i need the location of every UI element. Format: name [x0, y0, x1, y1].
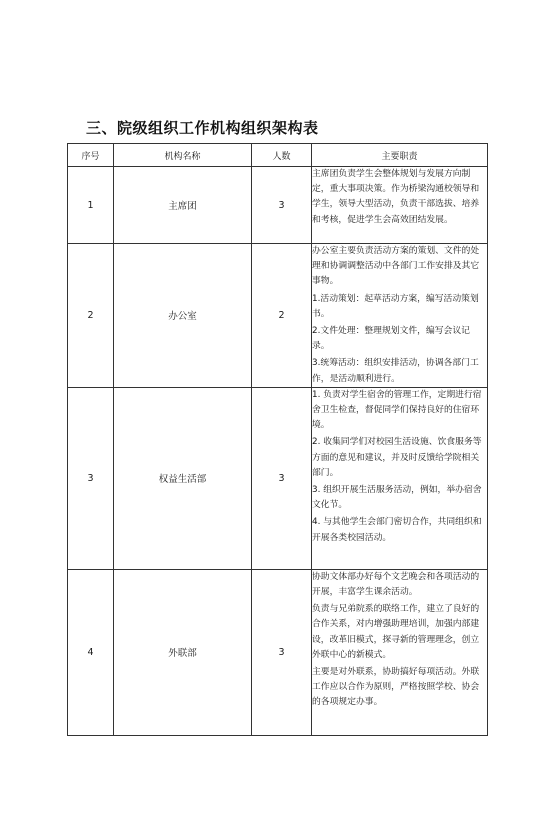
duty-paragraph: 负责与兄弟院系的联络工作，建立了良好的合作关系，对内增强助理培训，加强内部建设，改革旧模式，探寻新的管理理念，创立外联中心的新模式。: [312, 604, 480, 660]
row-duties: [312, 167, 488, 244]
row-index: 3: [68, 387, 114, 569]
row-duties: [312, 569, 488, 735]
row-count: 2: [252, 244, 312, 388]
duty-paragraph: 2. 收集同学们对校园生活设施、饮食服务等方面的意见和建议，并及时反馈给学院相关部门。: [312, 437, 482, 478]
row-count: 3: [252, 387, 312, 569]
organization-table: [67, 143, 488, 736]
row-duties: [312, 387, 488, 569]
duty-paragraph: 4. 与其他学生会部门密切合作，共同组织和开展各类校园活动。: [312, 517, 482, 543]
row-duties: [312, 244, 488, 388]
table-row: [68, 167, 488, 244]
duty-paragraph: 主要是对外联系，协助搞好每项活动。外联工作应以合作为原则，严格按照学校、协会的各项规定办事。: [312, 667, 480, 708]
table-row: [68, 569, 488, 735]
section-title: 三、院级组织工作机构组织架构表: [86, 119, 319, 137]
header-duties: 主要职责: [312, 144, 488, 167]
header-name: 机构名称: [114, 144, 252, 167]
row-count: 3: [252, 569, 312, 735]
row-name: 权益生活部: [114, 387, 252, 569]
duty-paragraph: 办公室主要负责活动方案的策划、文件的处理和协调调整活动中各部门工作安排及其它事物。: [312, 246, 480, 287]
duty-paragraph: 1. 负责对学生宿舍的管理工作，定期进行宿舍卫生检查，督促同学们保持良好的住宿环境。: [312, 389, 482, 431]
header-count: 人数: [252, 144, 312, 167]
row-count: 3: [252, 167, 312, 244]
row-name: 办公室: [114, 244, 252, 388]
row-index: 2: [68, 244, 114, 388]
table-row: [68, 387, 488, 569]
duty-paragraph: 2.文件处理：整理规划文件，编写会议记录。: [312, 326, 470, 352]
row-name: 主席团: [114, 167, 252, 244]
duty-paragraph: 1.活动策划：起草活动方案，编写活动策划书。: [312, 293, 479, 319]
duty-paragraph: 3.统筹活动：组织安排活动，协调各部门工作，是活动顺利进行。: [312, 358, 479, 384]
table-header-row: [68, 144, 488, 167]
duty-paragraph: 主席团负责学生会整体规划与发展方向制定，重大事项决策。作为桥梁沟通校领导和学生，领导大型活动，负责干部选拔、培养和考核，促进学生会高效团结发展。: [312, 169, 480, 225]
duty-paragraph: 3. 组织开展生活服务活动，例如，举办宿舍文化节。: [312, 485, 482, 511]
row-index: 4: [68, 569, 114, 735]
table-row: [68, 244, 488, 388]
row-index: 1: [68, 167, 114, 244]
header-index: 序号: [68, 144, 114, 167]
row-name: 外联部: [114, 569, 252, 735]
duty-paragraph: 协助文体部办好每个文艺晚会和各项活动的开展，丰富学生课余活动。: [312, 571, 480, 598]
